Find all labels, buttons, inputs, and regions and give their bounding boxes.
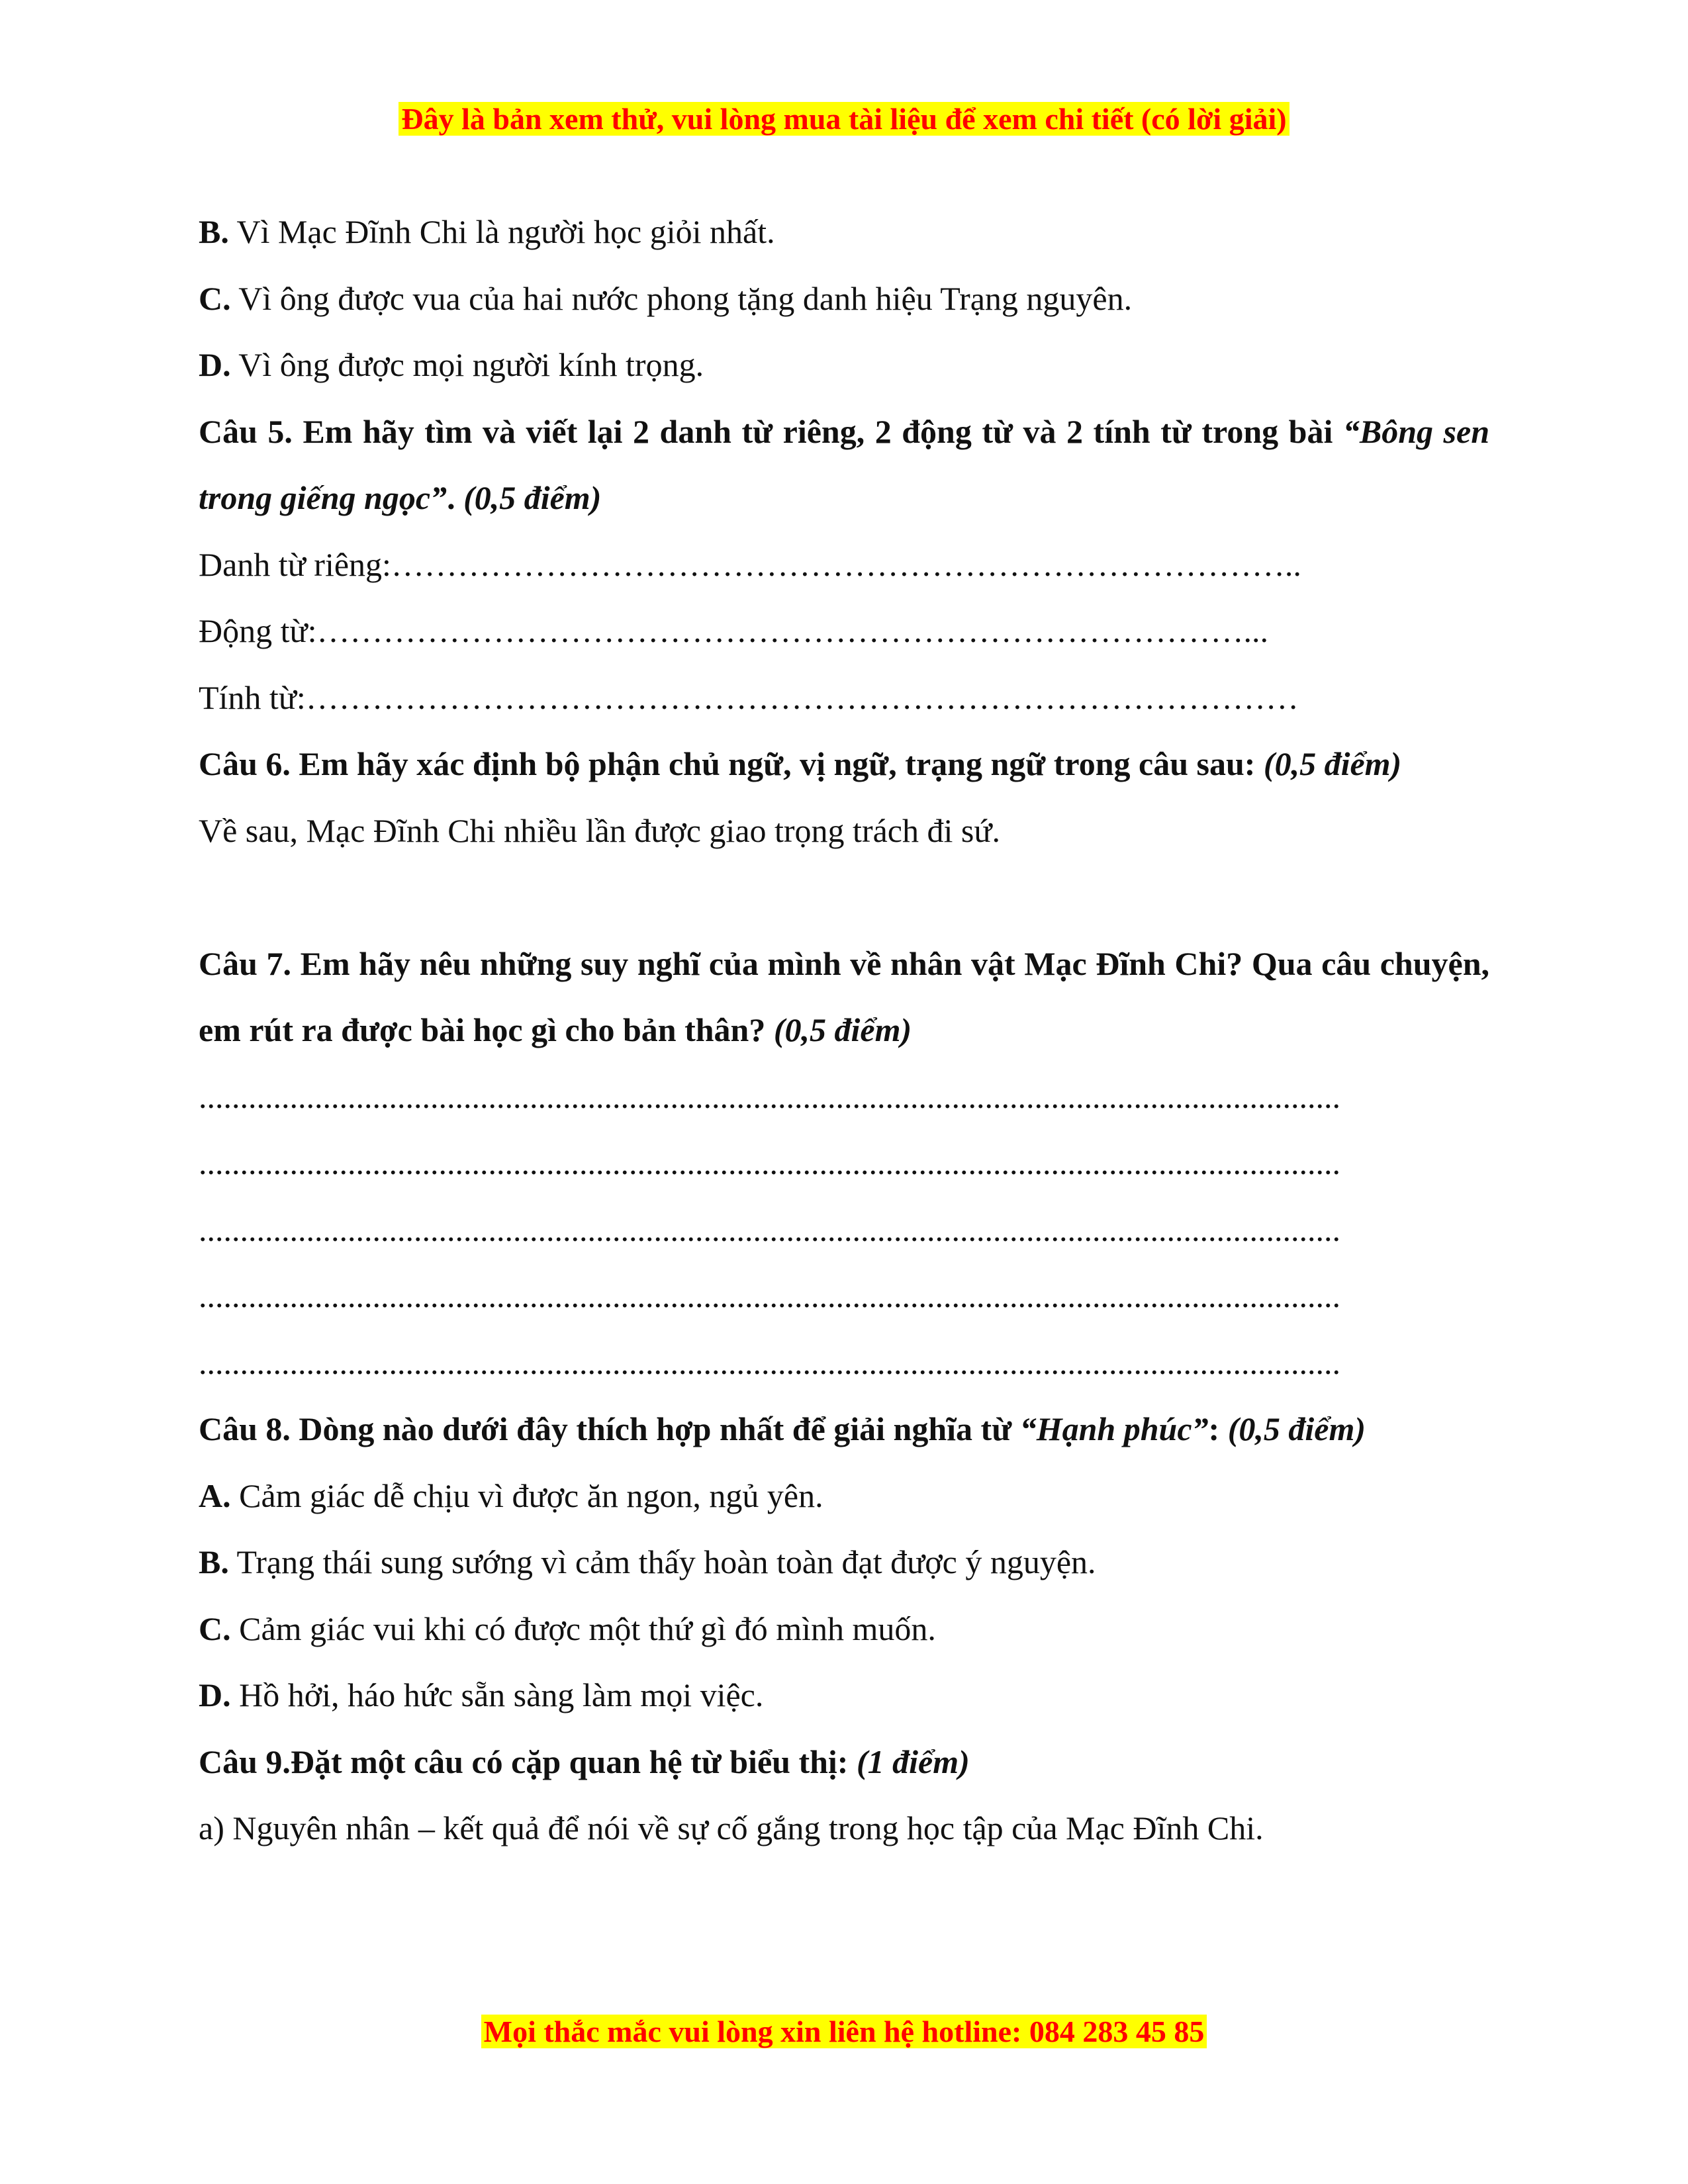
option-letter: B.	[199, 1543, 229, 1580]
question-6	[199, 731, 1489, 797]
option-text: Cảm giác vui khi có được một thứ gì đó mình muốn.	[230, 1610, 936, 1647]
question-label: Câu 7.	[199, 944, 292, 982]
q5-field-verbs[interactable]	[199, 598, 1489, 664]
option-letter: B.	[199, 213, 229, 250]
q7-answer-line[interactable]: ..........................................................................................................................................	[199, 1077, 1340, 1115]
question-text: Đặt một câu có cặp quan hệ từ biểu thị:	[290, 1743, 857, 1780]
answer-dots: ………………………………………………………………………………	[305, 678, 1299, 716]
option-text: Vì ông được mọi người kính trọng.	[230, 346, 704, 383]
question-points: (0,5 điểm)	[773, 1011, 912, 1048]
answer-dots: …………………………………………………………………………...	[316, 612, 1268, 649]
question-text: Dòng nào dưới đây thích hợp nhất để giải nghĩa từ	[290, 1410, 1020, 1447]
question-5	[199, 398, 1489, 531]
option-text: Trạng thái sung sướng vì cảm thấy hoàn toàn đạt được ý nguyện.	[228, 1543, 1096, 1580]
preview-notice-banner	[0, 99, 1688, 139]
question-punct: .	[447, 479, 464, 516]
question-text: Em hãy xác định bộ phận chủ ngữ, vị ngữ, trạng ngữ trong câu sau:	[290, 745, 1264, 782]
option-text: Hồ hởi, háo hức sẵn sàng làm mọi việc.	[230, 1676, 764, 1713]
q8-option-c	[199, 1596, 1489, 1662]
q9-part-a: a) Nguyên nhân – kết quả để nói về sự cố gắng trong học tập của Mạc Đĩnh Chi.	[199, 1809, 1264, 1846]
field-label: Danh từ riêng:	[199, 545, 391, 583]
question-text: Em hãy nêu những suy nghĩ của mình về nhân vật Mạc Đĩnh Chi? Qua câu chuyện, em rút ra được bài học gì cho bản thân?	[199, 944, 1489, 1048]
question-points: (0,5 điểm)	[1227, 1410, 1366, 1447]
option-text: Cảm giác dễ chịu vì được ăn ngon, ngủ yên.	[230, 1477, 823, 1514]
q4-option-c	[199, 265, 1489, 332]
q7-answer-line[interactable]: ..........................................................................................................................................	[199, 1277, 1340, 1314]
q4-option-d	[199, 332, 1489, 398]
question-points: (0,5 điểm)	[463, 479, 602, 516]
q8-option-a	[199, 1463, 1489, 1529]
question-punct: :	[1208, 1410, 1228, 1447]
question-label: Câu 9.	[199, 1743, 291, 1780]
question-9	[199, 1729, 1489, 1796]
question-label: Câu 5.	[199, 412, 293, 450]
q5-field-adjectives[interactable]	[199, 664, 1489, 731]
question-label: Câu 6.	[199, 745, 291, 782]
question-8	[199, 1396, 1489, 1463]
q8-option-b	[199, 1529, 1489, 1596]
q7-answer-line[interactable]: ..........................................................................................................................................	[199, 1144, 1340, 1181]
q4-option-b	[199, 199, 1489, 265]
field-label: Động từ:	[199, 612, 317, 649]
term: “Hạnh phúc”	[1019, 1410, 1209, 1447]
hotline-banner	[0, 2012, 1688, 2052]
option-letter: C.	[199, 279, 231, 317]
document-body	[199, 199, 1489, 1862]
question-7	[199, 931, 1489, 1064]
q7-answer-line[interactable]: ..........................................................................................................................................	[199, 1210, 1340, 1248]
question-points: (0,5 điểm)	[1263, 745, 1402, 782]
field-label: Tính từ:	[199, 678, 306, 716]
q8-option-d	[199, 1662, 1489, 1729]
q5-field-proper-nouns[interactable]	[199, 531, 1489, 598]
answer-dots: ………………………………………………………………………..	[391, 545, 1301, 583]
q6-sentence: Về sau, Mạc Đĩnh Chi nhiều lần được giao trọng trách đi sứ.	[199, 811, 1000, 849]
option-letter: D.	[199, 346, 231, 383]
story-title: “Bông sen trong giếng ngọc”	[199, 412, 1490, 516]
option-text: Vì ông được vua của hai nước phong tặng danh hiệu Trạng nguyên.	[230, 279, 1133, 317]
preview-notice-text: Đây là bản xem thử, vui lòng mua tài liệu để xem chi tiết (có lời giải)	[399, 102, 1289, 136]
option-letter: C.	[199, 1610, 231, 1647]
question-label: Câu 8.	[199, 1410, 291, 1447]
spacer	[199, 864, 1489, 931]
question-text: Em hãy tìm và viết lại 2 danh từ riêng, 2 động từ và 2 tính từ trong bài	[292, 412, 1343, 450]
hotline-text: Mọi thắc mắc vui lòng xin liên hệ hotline: 084 283 45 85	[481, 2015, 1207, 2048]
q7-answer-line[interactable]: ..........................................................................................................................................	[199, 1343, 1340, 1381]
question-points: (1 điểm)	[856, 1743, 970, 1780]
option-letter: A.	[199, 1477, 231, 1514]
option-text: Vì Mạc Đĩnh Chi là người học giỏi nhất.	[228, 213, 775, 250]
option-letter: D.	[199, 1676, 231, 1713]
